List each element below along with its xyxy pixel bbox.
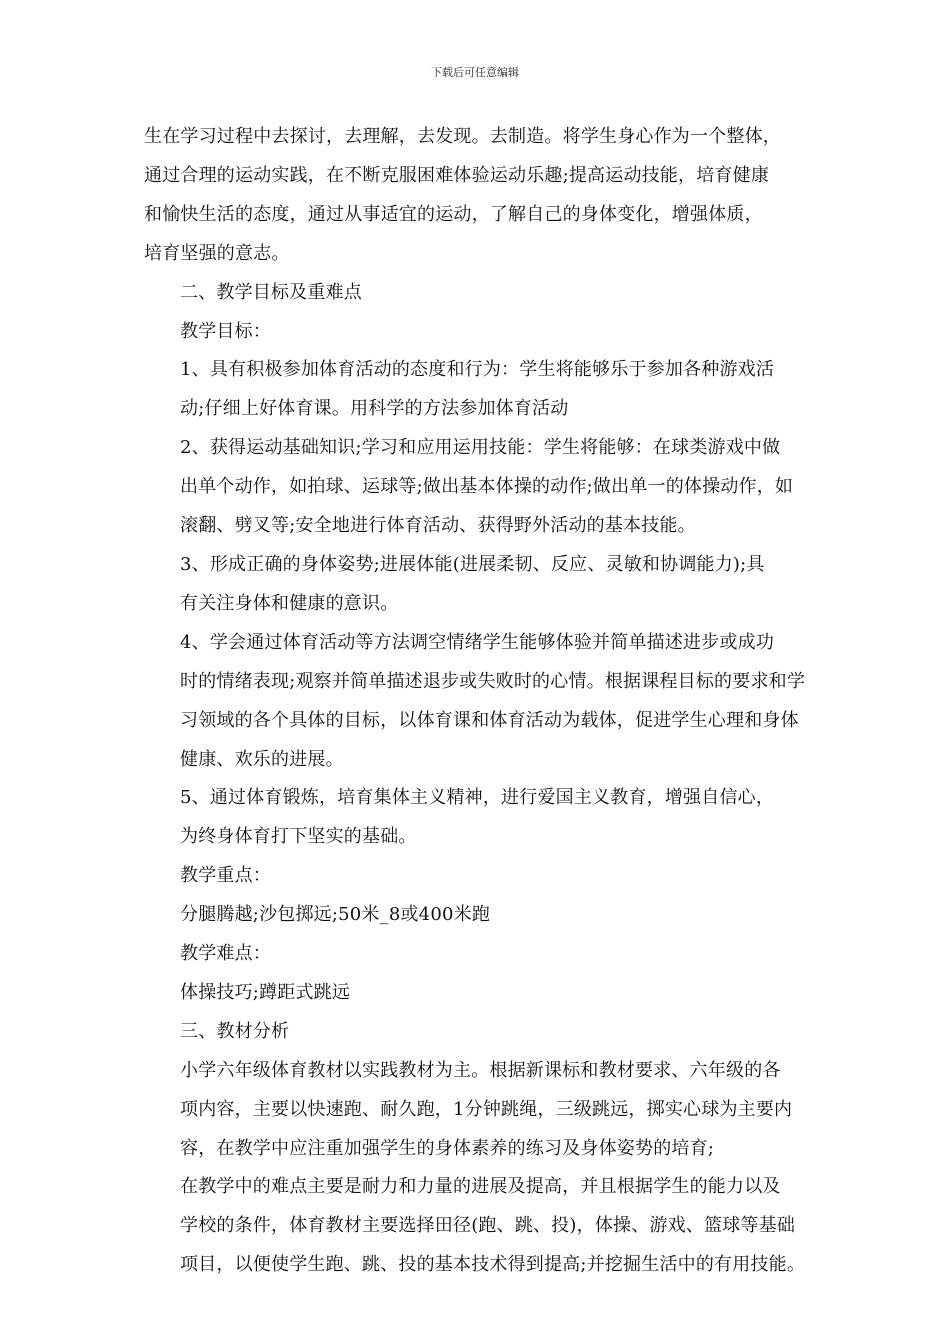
paragraph (144, 429, 810, 546)
paragraph (144, 896, 810, 935)
paragraph (144, 1168, 810, 1285)
paragraph (144, 624, 810, 780)
paragraph (144, 1052, 810, 1169)
text-line: 生在学习过程中去探讨，去理解，去发现。去制造。将学生身心作为一个整体， (144, 126, 781, 147)
text-line: 通过合理的运动实践，在不断克服困难体验运动乐趣;提高运动技能，培育健康 (144, 164, 770, 186)
paragraph (144, 546, 810, 624)
text-line: 和愉快生活的态度，通过从事适宜的运动，了解自己的身体变化，增强体质， (144, 203, 763, 225)
text-line: 小学六年级体育教材以实践教材为主。根据新课标和教材要求、六年级的各 (180, 1059, 781, 1081)
text-line: 培育坚强的意志。 (144, 242, 290, 264)
text-line: 健康、欢乐的进展。 (180, 748, 344, 770)
paragraph (144, 857, 810, 896)
paragraph (144, 313, 810, 352)
paragraph (144, 935, 810, 974)
paragraph (144, 274, 810, 313)
paragraph (144, 974, 810, 1013)
paragraph (144, 1013, 810, 1052)
text-line: 2、获得运动基础知识;学习和应用运用技能：学生将能够：在球类游戏中做 (180, 437, 781, 459)
document-body (144, 118, 810, 1285)
text-line: 项目，以便使学生跑、跳、投的基本技术得到提高;并挖掘生活中的有用技能。 (180, 1254, 806, 1276)
text-line: 4、学会通过体育活动等方法调空情绪学生能够体验并简单描述进步或成功 (180, 631, 775, 653)
text-line: 动;仔细上好体育课。用科学的方法参加体育活动 (180, 398, 569, 420)
text-line: 项内容，主要以快速跑、耐久跑，1分钟跳绳，三级跳远，掷实心球为主要内 (180, 1098, 793, 1120)
text-line: 容，在教学中应注重加强学生的身体素养的练习及身体姿势的培育; (180, 1137, 715, 1159)
text-line: 教学目标： (180, 320, 271, 342)
text-line: 时的情绪表现;观察并简单描述退步或失败时的心情。根据课程目标的要求和学 (180, 670, 806, 692)
page-header-note: 下载后可任意编辑 (431, 66, 519, 79)
text-line: 学校的条件，体育教材主要选择田径(跑、跳、投)，体操、游戏、篮球等基础 (180, 1215, 796, 1237)
text-line: 5、通过体育锻炼，培育集体主义精神，进行爱国主义教育，增强自信心， (180, 787, 775, 809)
text-line: 3、形成正确的身体姿势;进展体能(进展柔韧、反应、灵敏和协调能力);具 (180, 553, 765, 575)
text-line: 三、教材分析 (180, 1020, 290, 1042)
text-line: 教学难点： (180, 943, 271, 965)
paragraph (144, 779, 810, 857)
text-line: 教学重点： (180, 865, 271, 887)
text-line: 滚翻、劈叉等;安全地进行体育活动、获得野外活动的基本技能。 (180, 515, 696, 537)
text-line: 体操技巧;蹲距式跳远 (180, 981, 351, 1003)
text-line: 1、具有积极参加体育活动的态度和行为：学生将能够乐于参加各种游戏活 (180, 359, 775, 381)
paragraph (144, 118, 810, 274)
text-line: 分腿腾越;沙包掷远;50米_8或400米跑 (180, 904, 491, 926)
paragraph (144, 351, 810, 429)
text-line: 二、教学目标及重难点 (180, 281, 362, 303)
text-line: 有关注身体和健康的意识。 (180, 592, 399, 614)
text-line: 在教学中的难点主要是耐力和力量的进展及提高，并且根据学生的能力以及 (180, 1176, 781, 1198)
text-line: 为终身体育打下坚实的基础。 (180, 826, 417, 848)
text-line: 出单个动作，如拍球、运球等;做出基本体操的动作;做出单一的体操动作，如 (180, 476, 794, 498)
text-line: 习领域的各个具体的目标，以体育课和体育活动为载体，促进学生心理和身体 (180, 709, 799, 731)
